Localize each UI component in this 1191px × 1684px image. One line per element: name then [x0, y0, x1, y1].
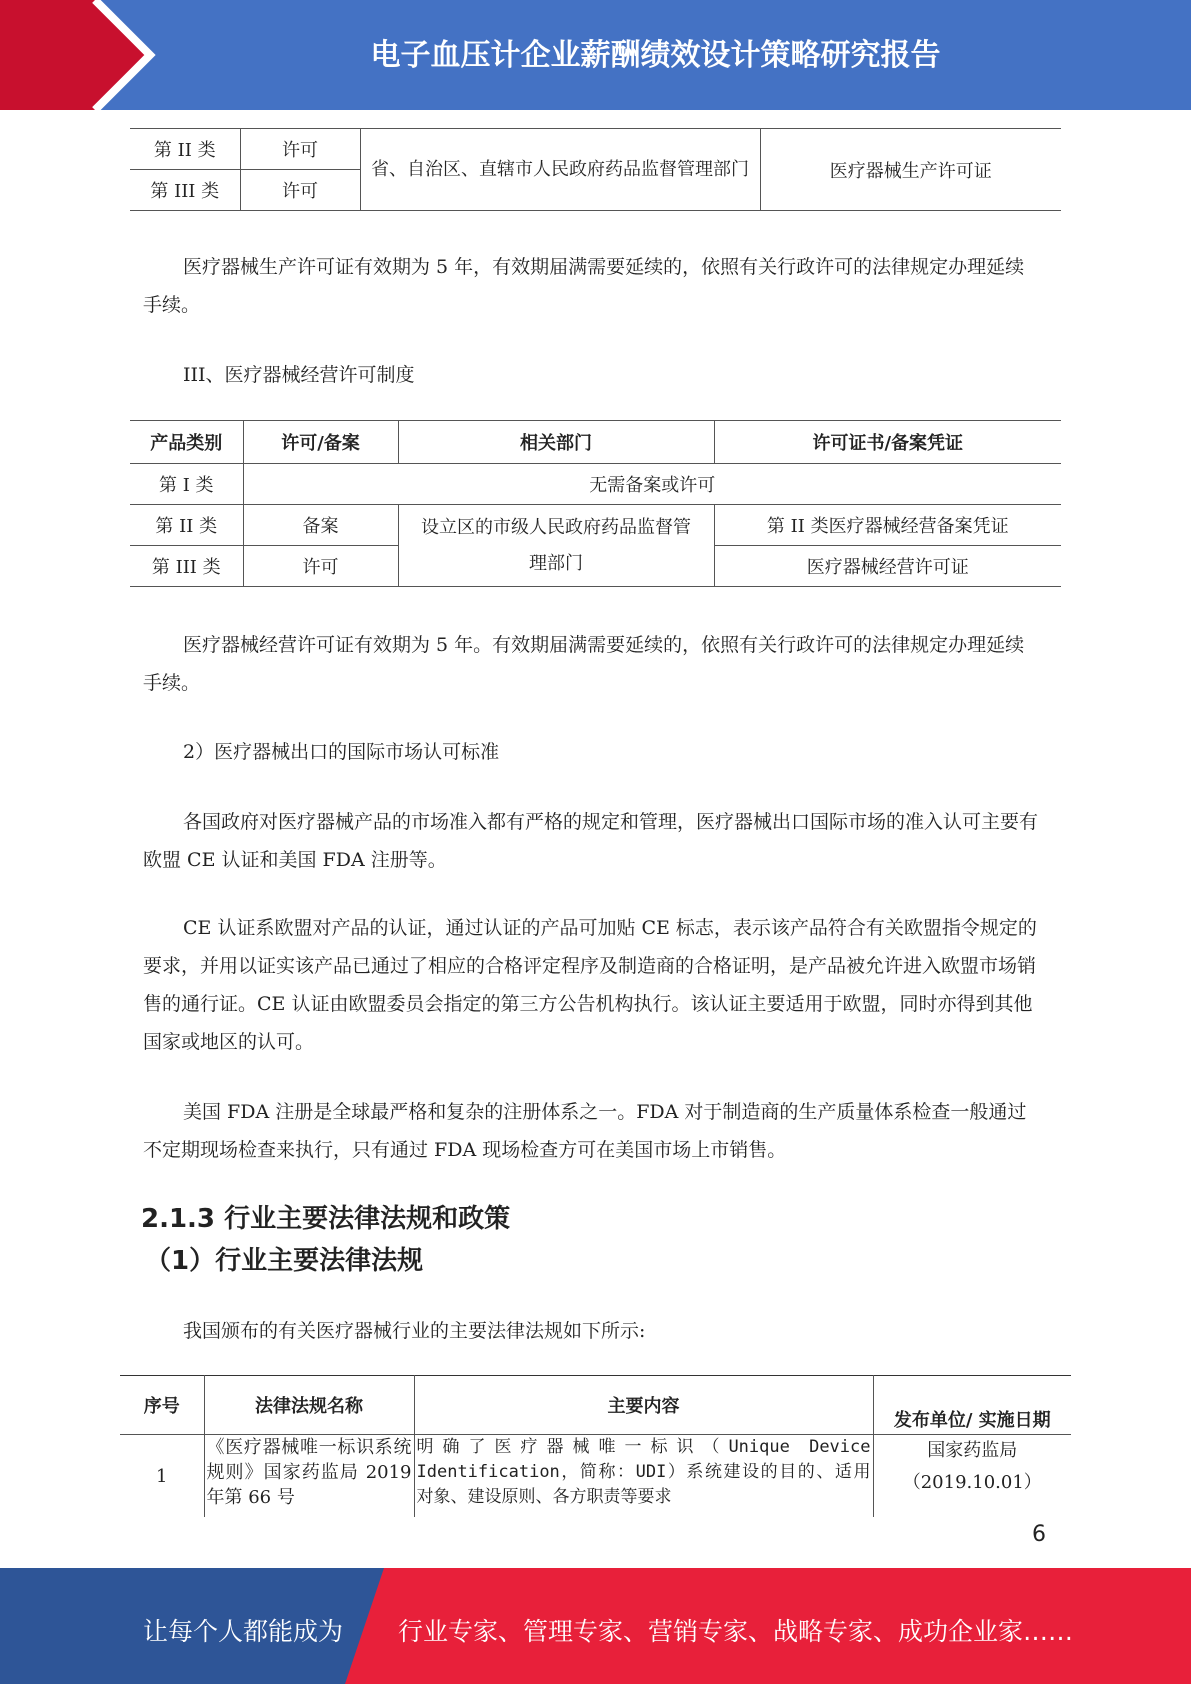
column-header: 产品类别: [130, 421, 243, 464]
table-cell: 明确了医疗器械唯一标识（Unique Device Identification，简称：UDI）系统建设的目的、适用 对象、建设原则、各方职责等要求: [414, 1435, 873, 1518]
table-cell: [873, 1435, 1071, 1518]
column-header: 相关部门: [398, 421, 714, 464]
column-header: 序号: [120, 1376, 204, 1435]
subheading-iii: [143, 356, 1043, 394]
table-cell: 许可: [243, 546, 398, 587]
footer-slogan-right: 行业专家、管理专家、营销专家、战略专家、成功企业家……: [398, 1617, 1074, 1646]
column-header: 发布单位/ 实施日期: [873, 1376, 1071, 1435]
paragraph-text: 医疗器械生产许可证有效期为 5 年，有效期届满需要延续的，依照有关行政许可的法律规定办理延续手续。: [143, 256, 1025, 316]
table-cell: 1: [120, 1435, 204, 1518]
table-row: [130, 505, 1061, 546]
table-cell-certificate: 医疗器械生产许可证: [760, 129, 1061, 211]
paragraph-text: 美国 FDA 注册是全球最严格和复杂的注册体系之一。FDA 对于制造商的生产质量体系检查一般通过不定期现场检查来执行，只有通过 FDA 现场检查方可在美国市场上市销售。: [143, 1101, 1027, 1161]
effective-date: （2019.10.01）: [902, 1472, 1042, 1493]
paragraph-text: 各国政府对医疗器械产品的市场准入都有严格的规定和管理，医疗器械出口国际市场的准入认可主要有欧盟 CE 认证和美国 FDA 注册等。: [143, 811, 1039, 871]
paragraph-text: 我国颁布的有关医疗器械行业的主要法律法规如下所示:: [183, 1320, 646, 1342]
table-cell: 医疗器械经营许可证: [714, 546, 1061, 587]
table-cell: 第 II 类医疗器械经营备案凭证: [714, 505, 1061, 546]
laws-table: [120, 1375, 1071, 1517]
table-cell: 第 III 类: [130, 546, 243, 587]
table-row: [130, 464, 1061, 505]
paragraph: [143, 1312, 1043, 1350]
paragraph: [143, 626, 1043, 702]
column-header: 许可证书/备案凭证: [714, 421, 1061, 464]
paragraph-text: 医疗器械经营许可证有效期为 5 年。有效期届满需要延续的，依照有关行政许可的法律规定办理延续手续。: [143, 634, 1025, 694]
section-heading: 2.1.3 行业主要法律法规和政策: [141, 1204, 511, 1234]
column-header: 主要内容: [414, 1376, 873, 1435]
paragraph: [143, 248, 1043, 324]
production-permit-table: [130, 128, 1061, 211]
paragraph: [143, 803, 1043, 879]
table-header-row: [120, 1376, 1071, 1435]
report-title: 电子血压计企业薪酬绩效设计策略研究报告: [370, 38, 941, 73]
page-number: 6: [1032, 1522, 1046, 1547]
subheading-2: [143, 733, 1043, 771]
table-cell: 第 III 类: [130, 170, 240, 211]
table-cell: 第 II 类: [130, 129, 240, 170]
issuing-unit: 国家药监局: [927, 1440, 1018, 1461]
paragraph: [143, 909, 1043, 1061]
sub-heading: （1）行业主要法律法规: [145, 1246, 424, 1276]
table-cell: 第 II 类: [130, 505, 243, 546]
table-cell: 第 I 类: [130, 464, 243, 505]
subheading-text: III、医疗器械经营许可制度: [183, 364, 415, 386]
paragraph-text: CE 认证系欧盟对产品的认证，通过认证的产品可加贴 CE 标志，表示该产品符合有关欧盟指令规定的要求，并用以证实该产品已通过了相应的合格评定程序及制造商的合格证明，是产品被允许进入欧盟市场销售的通行证。CE 认证由欧盟委员会指定的第三方公告机构执行。该认证主要适用于欧盟，同时亦得到其他国家或地区的认可。: [143, 917, 1037, 1053]
paragraph: [143, 1093, 1043, 1169]
table-cell: 《医疗器械唯一标识系统规则》国家药监局 2019 年第 66 号: [204, 1435, 414, 1518]
subheading-text: 2）医疗器械出口的国际市场认可标准: [183, 741, 500, 763]
table-header-row: [130, 421, 1061, 464]
table-cell: 备案: [243, 505, 398, 546]
table-cell-merged: 无需备案或许可: [243, 464, 1061, 505]
column-header: 许可/备案: [243, 421, 398, 464]
table-cell-department: 设立区的市级人民政府药品监督管理部门: [398, 505, 714, 587]
table-cell: 许可: [240, 129, 360, 170]
column-header: 法律法规名称: [204, 1376, 414, 1435]
operation-permit-table: [130, 420, 1061, 587]
table-row: [120, 1435, 1071, 1518]
table-cell: 许可: [240, 170, 360, 211]
table-row: [130, 129, 1061, 170]
table-cell-department: 省、自治区、直辖市人民政府药品监督管理部门: [360, 129, 760, 211]
footer-slogan-left: 让每个人都能成为: [143, 1617, 344, 1646]
